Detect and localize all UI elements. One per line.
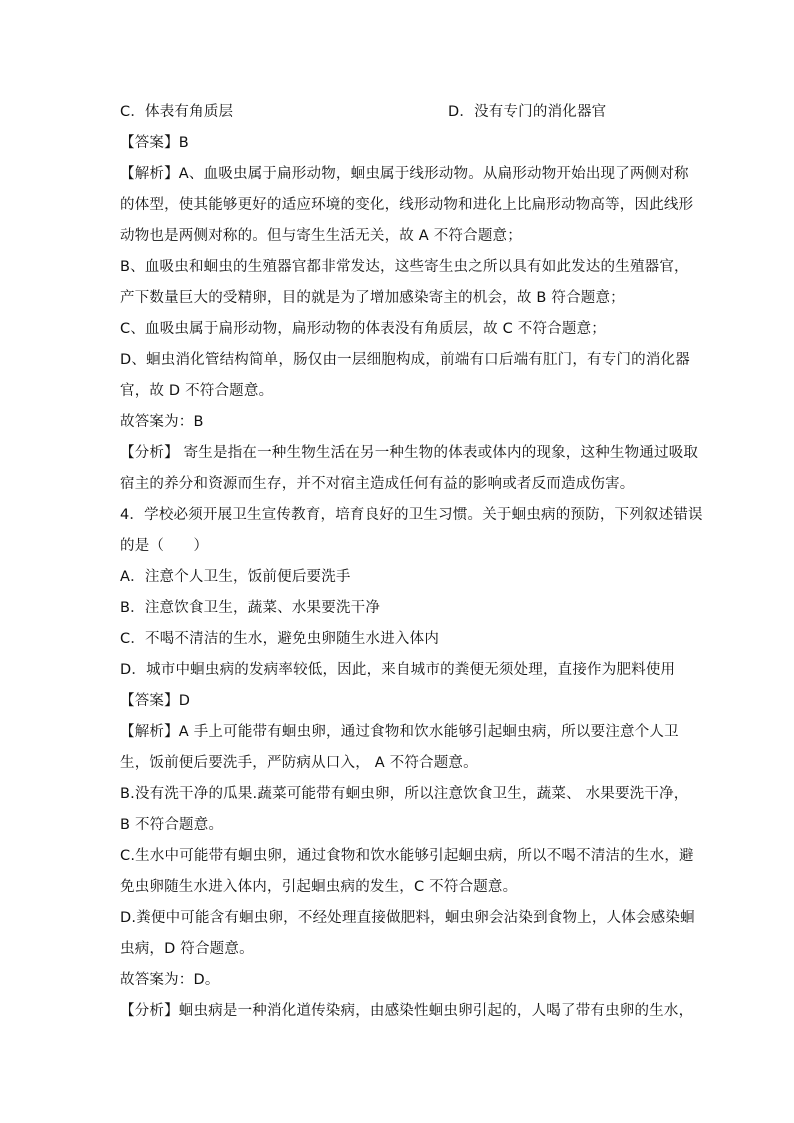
- option-d-previous: D．没有专门的消化器官: [448, 104, 607, 120]
- option-d: D．城市中蛔虫病的发病率较低，因此，来自城市的粪便无须处理，直接作为肥料使用: [120, 662, 676, 678]
- analysis-line: 【解析】A 手上可能带有蛔虫卵，通过食物和饮水能够引起蛔虫病，所以要注意个人卫: [120, 724, 679, 740]
- answer-line-q4: 【答案】D: [120, 693, 191, 709]
- summary-line: 【分析】蛔虫病是一种消化道传染病，由感染性蛔虫卵引起的，人喝了带有虫卵的生水，: [120, 1003, 694, 1019]
- option-c-previous: C．体表有角质层: [120, 104, 234, 120]
- text-line: 宿主的养分和资源而生存，并不对宿主造成任何有益的影响或者反而造成伤害。: [120, 476, 635, 492]
- text-line: C.生水中可能带有蛔虫卵，通过食物和饮水能够引起蛔虫病，所以不喝不清洁的生水，避: [120, 848, 694, 864]
- text-line: B 不符合题意。: [120, 817, 224, 833]
- text-line: C、血吸虫属于扁形动物，扁形动物的体表没有角质层，故 C 不符合题意；: [120, 321, 606, 337]
- text-line: 动物也是两侧对称的。但与寄生生活无关，故 A 不符合题意；: [120, 228, 522, 244]
- text-line: 官，故 D 不符合题意。: [120, 383, 274, 399]
- text-line: D.粪便中可能含有蛔虫卵，不经处理直接做肥料，蛔虫卵会沾染到食物上，人体会感染蛔: [120, 910, 695, 926]
- question-4-stem: 4．学校必须开展卫生宣传教育，培育良好的卫生习惯。关于蛔虫病的预防，下列叙述错误: [120, 507, 703, 523]
- text-line: D、蛔虫消化管结构简单，肠仅由一层细胞构成，前端有口后端有肛门，有专门的消化器: [120, 352, 690, 368]
- text-line: 产下数量巨大的受精卵，目的就是为了增加感染寄主的机会，故 B 符合题意；: [120, 290, 625, 306]
- text-line: 生，饭前便后要洗手，严防病从口入， A 不符合题意。: [120, 755, 478, 771]
- final-answer-q3: 故答案为：B: [120, 414, 204, 430]
- text-line: 免虫卵随生水进入体内，引起蛔虫病的发生，C 不符合题意。: [120, 879, 518, 895]
- option-a: A．注意个人卫生，饭前便后要洗手: [120, 569, 351, 585]
- text-line: 的体型，使其能够更好的适应环境的变化，线形动物和进化上比扁形动物高等，因此线形: [120, 197, 694, 213]
- question-4-stem-cont: 的是（ ）: [120, 538, 209, 554]
- option-c: C．不喝不清洁的生水，避免虫卵随生水进入体内: [120, 631, 440, 647]
- analysis-line: 【解析】A、血吸虫属于扁形动物，蛔虫属于线形动物。从扁形动物开始出现了两侧对称: [120, 166, 689, 182]
- text-line: B.没有洗干净的瓜果.蔬菜可能带有蛔虫卵，所以注意饮食卫生，蔬菜、 水果要洗干净，: [120, 786, 689, 802]
- text-line: 虫病，D 符合题意。: [120, 941, 254, 957]
- option-b: B．注意饮食卫生，蔬菜、水果要洗干净: [120, 600, 381, 616]
- answer-line-q3: 【答案】B: [120, 135, 189, 151]
- summary-line: 【分析】 寄生是指在一种生物生活在另一种生物的体表或体内的现象，这种生物通过吸取: [120, 445, 699, 461]
- final-answer-q4: 故答案为：D。: [120, 972, 220, 988]
- text-line: B、血吸虫和蛔虫的生殖器官都非常发达，这些寄生虫之所以具有如此发达的生殖器官，: [120, 259, 689, 275]
